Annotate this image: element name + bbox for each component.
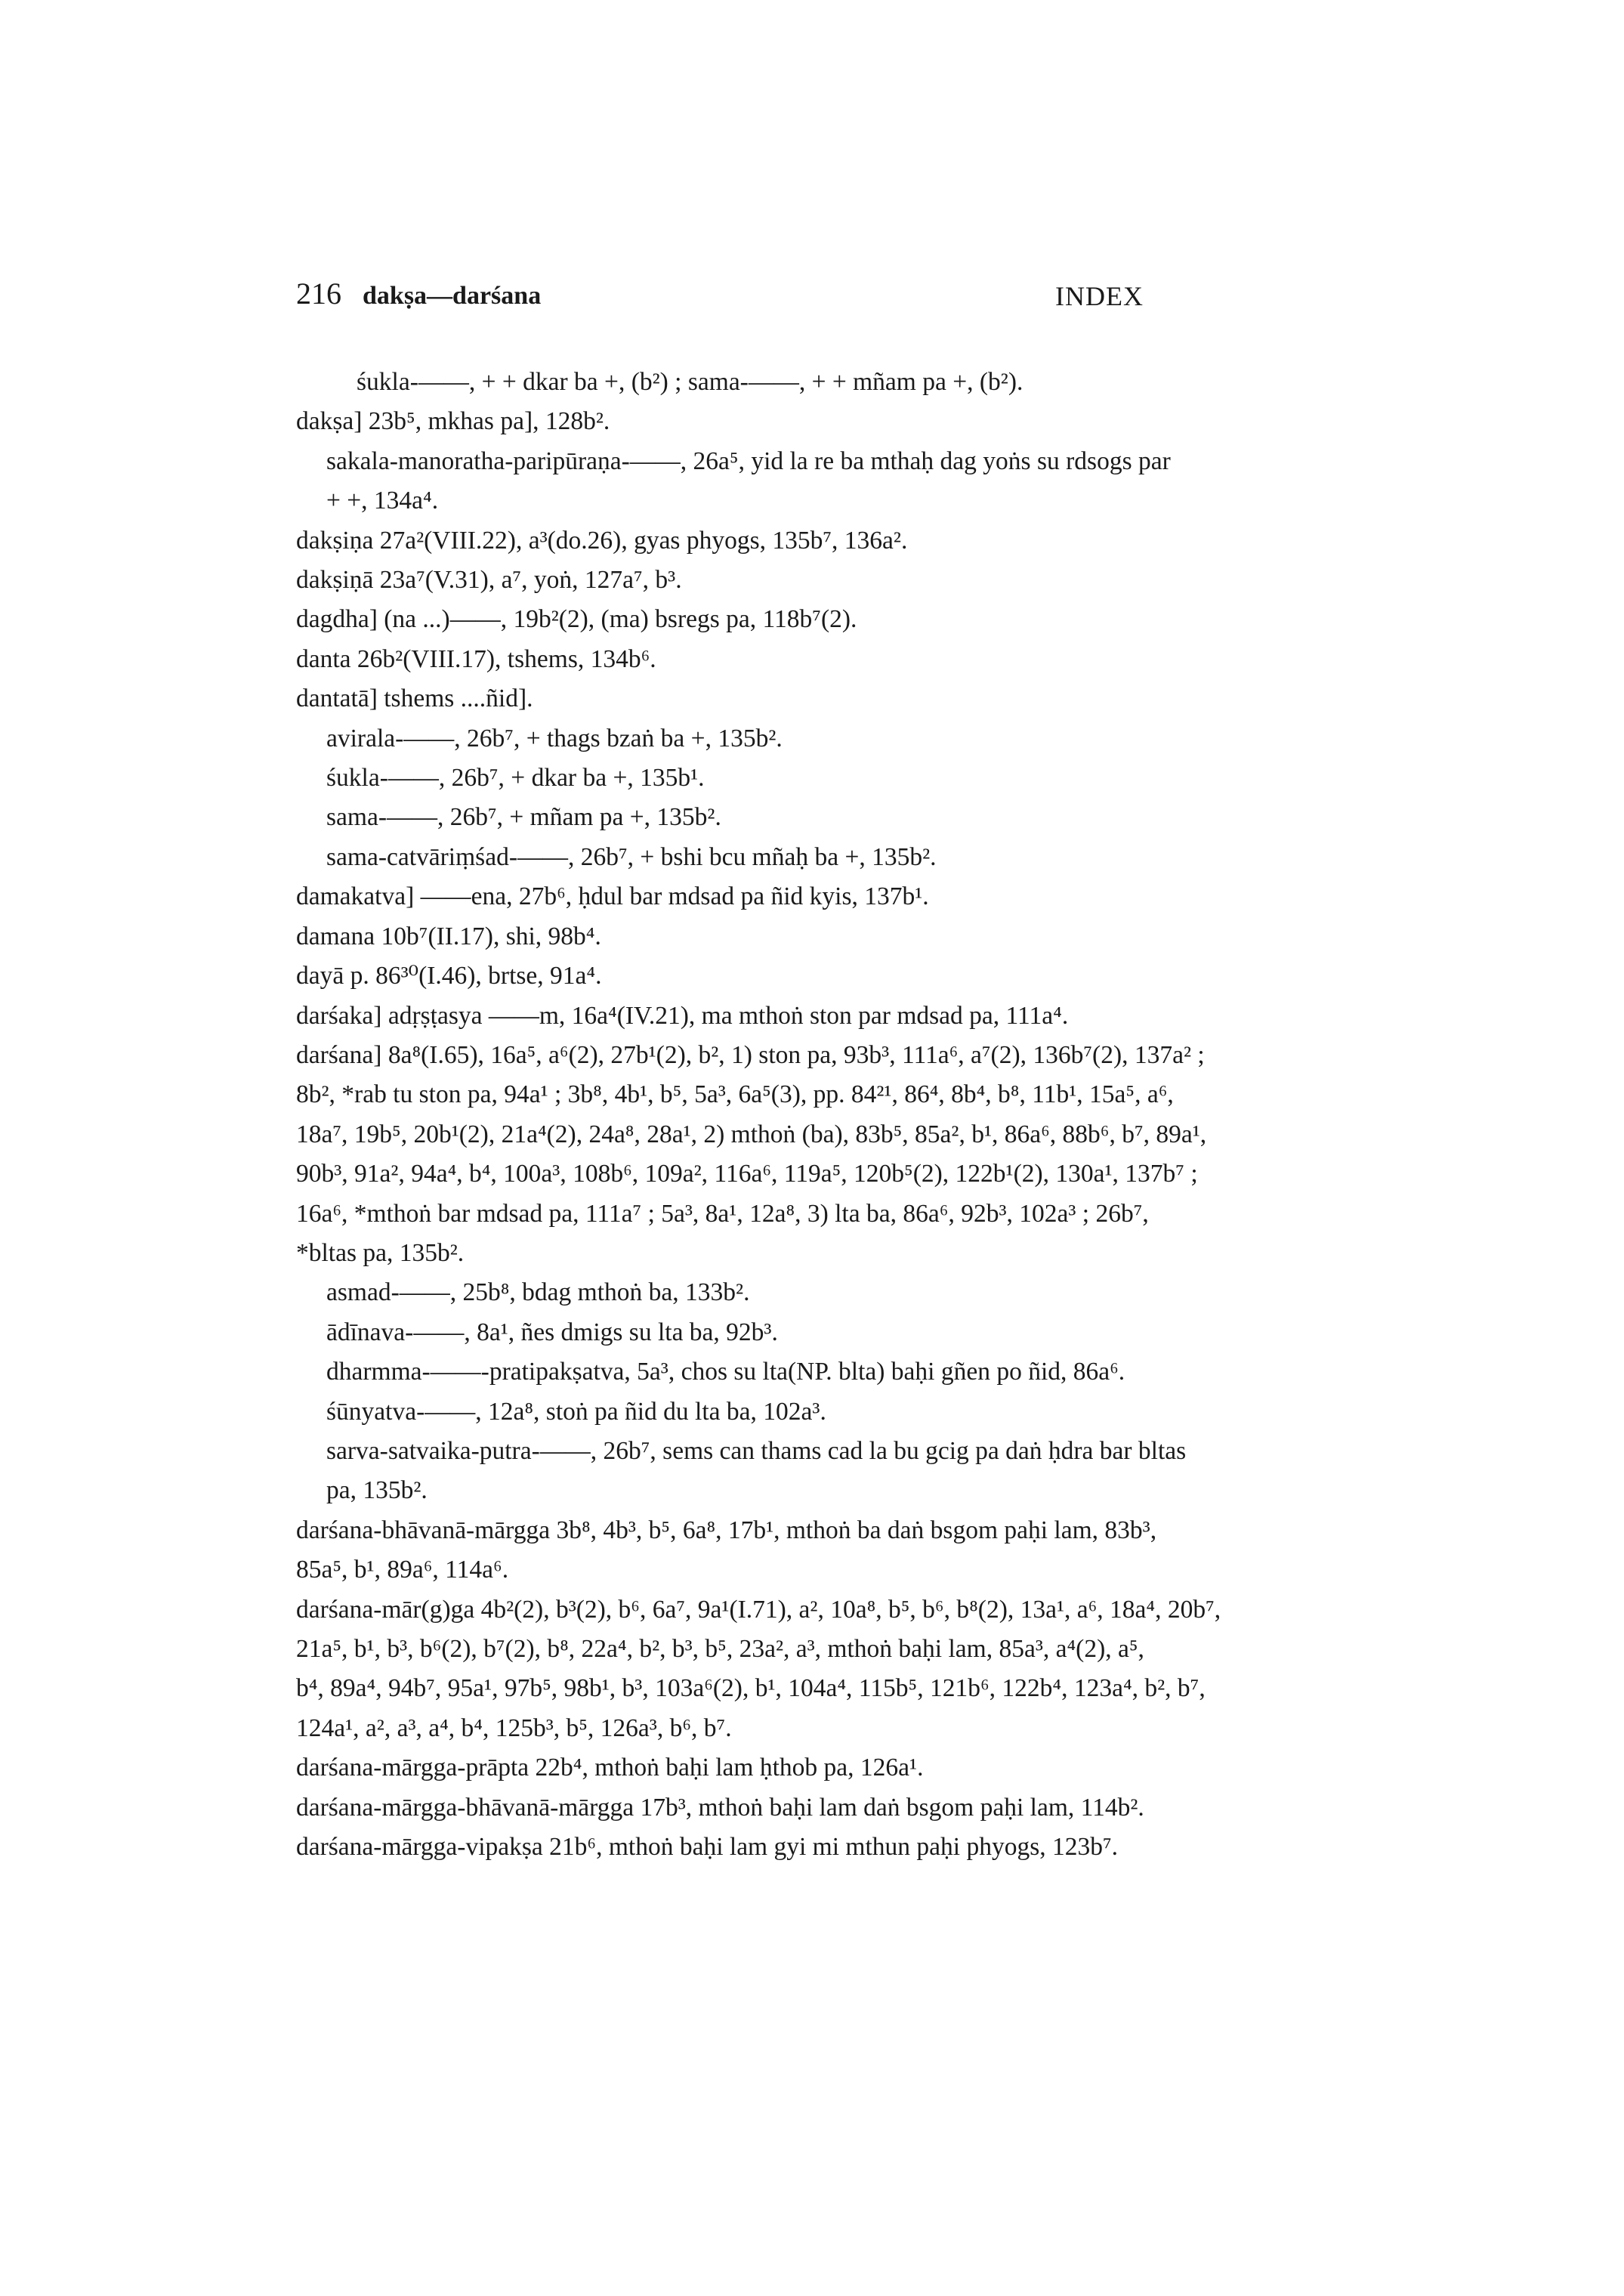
index-entry-line: 90b³, 91a², 94a⁴, b⁴, 100a³, 108b⁶, 109a², 116a⁶, 119a⁵, 120b⁵(2), 122b¹(2), 130a¹, 137b⁷ ;: [296, 1160, 1198, 1188]
index-entry-line: b⁴, 89a⁴, 94b⁷, 95a¹, 97b⁵, 98b¹, b³, 103a⁶(2), b¹, 104a⁴, 115b⁵, 121b⁶, 122b⁴, 123a⁴, b², b⁷,: [296, 1674, 1206, 1703]
index-entry-line: pa, 135b².: [326, 1476, 428, 1505]
index-entry: [296, 1432, 1399, 1511]
index-entry-line: 124a¹, a², a³, a⁴, b⁴, 125b³, b⁵, 126a³, b⁶, b⁷.: [296, 1714, 732, 1742]
index-entry-line: dagdha] (na ...)——, 19b²(2), (ma) bsregs pa, 118b⁷(2).: [296, 605, 857, 634]
index-entry-line: asmad-——, 25b⁸, bdag mthoṅ ba, 133b².: [326, 1278, 750, 1307]
section-title: INDEX: [1055, 281, 1144, 311]
index-entry-line: darśana-mārgga-vipakṣa 21b⁶, mthoṅ baḥi lam gyi mi mthun paḥi phyogs, 123b⁷.: [296, 1833, 1119, 1862]
index-entry-line: + +, 134a⁴.: [326, 487, 439, 515]
index-entry: [296, 521, 1399, 561]
index-entry: [296, 1313, 1399, 1352]
page-number: 216: [296, 277, 341, 311]
index-entry: [296, 679, 1399, 718]
index-entry-line: 16a⁶, *mthoṅ bar mdsad pa, 111a⁷ ; 5a³, 8a¹, 12a⁸, 3) lta ba, 86a⁶, 92b³, 102a³ ; 26b⁷,: [296, 1199, 1149, 1228]
index-entry-line: damana 10b⁷(II.17), shi, 98b⁴.: [296, 922, 601, 950]
index-entry: [296, 1788, 1399, 1828]
index-entry-line: ādīnava-——, 8a¹, ñes dmigs su lta ba, 92b³.: [326, 1318, 778, 1346]
index-entry-line: śukla-——, 26b⁷, + dkar ba +, 135b¹.: [326, 764, 705, 793]
page-header: [296, 276, 1429, 321]
index-entry-line: dharmma-——-pratipakṣatva, 5a³, chos su lta(NP. blta) baḥi gñen po ñid, 86a⁶.: [326, 1358, 1125, 1386]
index-entry-line: darśaka] adṛṣṭasya ——m, 16a⁴(IV.21), ma mthoṅ ston par mdsad pa, 111a⁴.: [296, 1001, 1069, 1030]
index-entry-line: avirala-——, 26b⁷, + thags bzaṅ ba +, 135b².: [326, 724, 783, 752]
index-entry-line: danta 26b²(VIII.17), tshems, 134b⁶.: [296, 644, 656, 673]
index-entry: [296, 877, 1399, 916]
index-entry: [296, 1036, 1399, 1273]
index-entry-line: darśana-mārgga-prāpta 22b⁴, mthoṅ baḥi lam ḥthob pa, 126a¹.: [296, 1754, 924, 1782]
index-entries: [296, 363, 1399, 1867]
index-entry: [296, 719, 1399, 759]
index-entry: [296, 1511, 1399, 1590]
index-entry-line: *bltas pa, 135b².: [296, 1238, 465, 1267]
index-entry-line: darśana-mār(g)ga 4b²(2), b³(2), b⁶, 6a⁷, 9a¹(I.71), a², 10a⁸, b⁵, b⁶, b⁸(2), 13a¹, a⁶, 18a⁴, 20b⁷,: [296, 1595, 1221, 1624]
index-entry-line: dayā p. 86³⁰(I.46), brtse, 91a⁴.: [296, 962, 602, 990]
index-entry-line: 21a⁵, b¹, b³, b⁶(2), b⁷(2), b⁸, 22a⁴, b², b³, b⁵, 23a², a³, mthoṅ baḥi lam, 85a³, a⁴(2), a⁵,: [296, 1635, 1144, 1663]
index-entry-line: 85a⁵, b¹, 89a⁶, 114a⁶.: [296, 1556, 509, 1584]
index-entry: [296, 798, 1399, 837]
index-entry: [296, 1273, 1399, 1312]
index-entry-line: sama-catvāriṃśad-——, 26b⁷, + bshi bcu mñaḥ ba +, 135b².: [326, 842, 937, 871]
index-entry: [296, 1748, 1399, 1788]
index-entry-line: dakṣiṇā 23a⁷(V.31), a⁷, yoṅ, 127a⁷, b³.: [296, 566, 682, 595]
index-entry: [296, 838, 1399, 877]
index-entry-line: darśana-bhāvanā-mārgga 3b⁸, 4b³, b⁵, 6a⁸, 17b¹, mthoṅ ba daṅ bsgom paḥi lam, 83b³,: [296, 1516, 1157, 1544]
index-entry-line: śukla-——, + + dkar ba +, (b²) ; sama-——, + + mñam pa +, (b²).: [357, 368, 1023, 396]
running-head: dakṣa—darśana: [363, 282, 542, 310]
index-entry-line: 8b², *rab tu ston pa, 94a¹ ; 3b⁸, 4b¹, b⁵, 5a³, 6a⁵(3), pp. 84²¹, 86⁴, 8b⁴, b⁸, 11b¹, 15a⁵, a⁶,: [296, 1080, 1174, 1109]
index-entry: [296, 1352, 1399, 1392]
index-entry: [296, 1828, 1399, 1867]
index-entry-line: darśana] 8a⁸(I.65), 16a⁵, a⁶(2), 27b¹(2), b², 1) ston pa, 93b³, 111a⁶, a⁷(2), 136b⁷(2), 137a² ;: [296, 1040, 1205, 1069]
index-entry: [296, 600, 1399, 639]
index-entry-line: sama-——, 26b⁷, + mñam pa +, 135b².: [326, 803, 721, 832]
index-entry-line: śūnyatva-——, 12a⁸, stoṅ pa ñid du lta ba, 102a³.: [326, 1397, 826, 1426]
index-entry: [296, 759, 1399, 798]
index-entry: [296, 640, 1399, 679]
index-entry-line: sakala-manoratha-paripūraṇa-——, 26a⁵, yid la re ba mthaḥ dag yoṅs su rdsogs par: [326, 447, 1171, 475]
index-entry-line: 18a⁷, 19b⁵, 20b¹(2), 21a⁴(2), 24a⁸, 28a¹, 2) mthoṅ (ba), 83b⁵, 85a², b¹, 86a⁶, 88b⁶, b⁷, 89a¹,: [296, 1120, 1207, 1148]
index-entry: [296, 997, 1399, 1036]
index-entry-line: damakatva] ——ena, 27b⁶, ḥdul bar mdsad pa ñid kyis, 137b¹.: [296, 882, 929, 911]
index-entry-line: sarva-satvaika-putra-——, 26b⁷, sems can thams cad la bu gcig pa daṅ ḥdra bar bltas: [326, 1436, 1187, 1465]
index-entry-line: dakṣiṇa 27a²(VIII.22), a³(do.26), gyas phyogs, 135b⁷, 136a².: [296, 526, 908, 555]
index-entry: [296, 1392, 1399, 1432]
index-entry: [296, 1590, 1399, 1749]
index-entry-line: dakṣa] 23b⁵, mkhas pa], 128b².: [296, 407, 610, 436]
index-entry: [296, 402, 1399, 441]
index-entry: [296, 363, 1399, 402]
index-entry: [296, 442, 1399, 521]
index-entry-line: dantatā] tshems ....ñid].: [296, 684, 533, 713]
index-entry-line: darśana-mārgga-bhāvanā-mārgga 17b³, mthoṅ baḥi lam daṅ bsgom paḥi lam, 114b².: [296, 1793, 1144, 1822]
index-entry: [296, 561, 1399, 600]
index-entry: [296, 917, 1399, 956]
index-entry: [296, 956, 1399, 996]
